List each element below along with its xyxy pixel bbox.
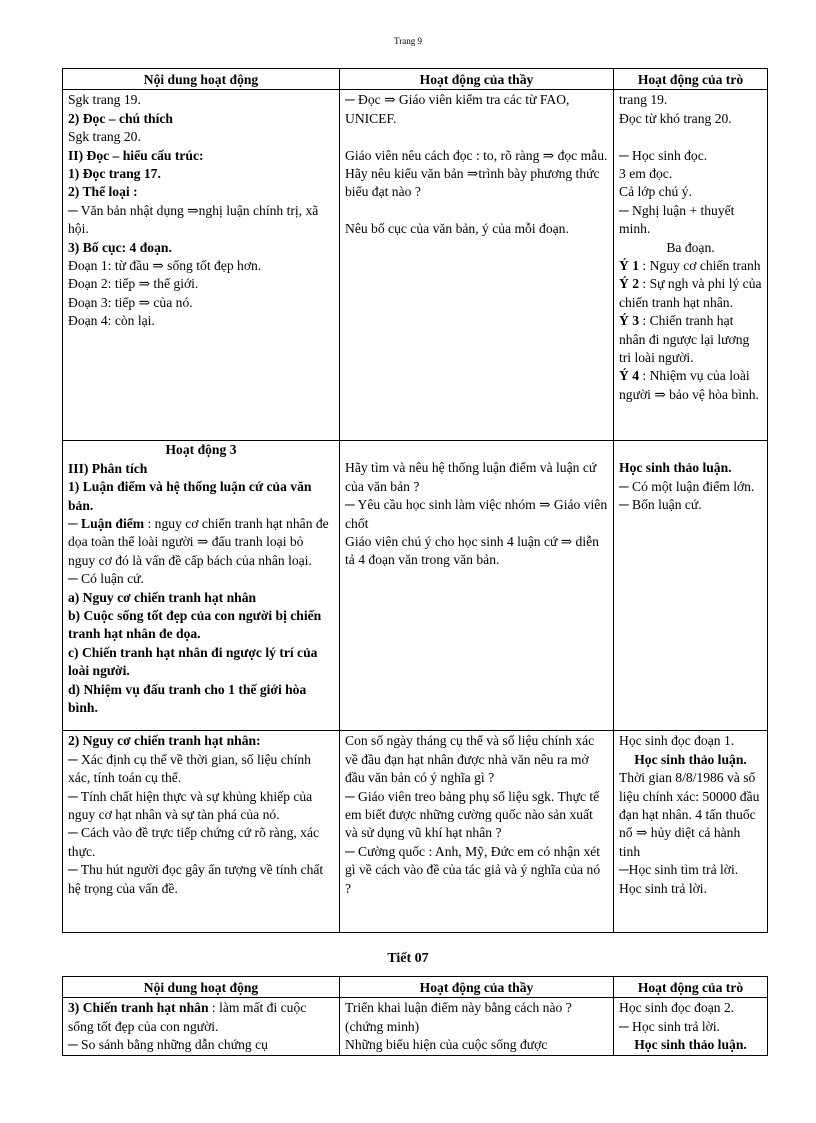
cell-paragraph: ─ Thu hút người đọc gây ấn tượng về tính chất hệ trọng của vấn đề. [68, 862, 324, 896]
cell-paragraph: Đoạn 1: từ đầu ⇒ sống tốt đẹp hơn. [68, 258, 262, 274]
cell-paragraph: Học sinh thảo luận. [619, 460, 732, 476]
cell-paragraph: ─ Học sinh đọc. [619, 147, 708, 163]
cell-paragraph: Đoạn 4: còn lại. [68, 313, 155, 329]
cell-paragraph: Sgk trang 19. [68, 92, 141, 108]
cell-paragraph: ─ Văn bản nhật dụng ⇒nghị luận chính trị, xã hội. [68, 202, 319, 237]
cell-paragraph: ─ Yêu cầu học sinh làm việc nhóm ⇒ Giáo viên chốt [345, 497, 608, 531]
cell-paragraph: Giáo viên nêu cách đọc : to, rõ ràng ⇒ đọc mẫu. [345, 147, 608, 163]
cell-paragraph: b) Cuộc sống tốt đẹp của con người bị chiến tranh hạt nhân đe dọa. [68, 608, 322, 642]
cell-paragraph: Sgk trang 20. [68, 129, 141, 145]
cell-paragraph: 2) Nguy cơ chiến tranh hạt nhân: [68, 733, 261, 749]
cell-paragraph: ─ Bốn luận cứ. [619, 497, 702, 513]
page-number: Trang 9 [394, 36, 422, 46]
cell-paragraph: Ý 3 : Chiến tranh hạt nhân đi ngược lại lương tri loài người. [619, 313, 750, 366]
cell-paragraph: Triển khai luận điểm này bằng cách nào ? (chứng minh) [345, 1000, 572, 1034]
cell-paragraph: Đọc từ khó trang 20. [619, 110, 732, 126]
header-noi-dung: Nội dung hoạt động [63, 69, 340, 90]
cell-paragraph: Học sinh đọc đoạn 1. [619, 733, 735, 749]
cell-paragraph: Ý 2 : Sự ngh và phi lý của chiến tranh hạt nhân. [619, 276, 762, 310]
lesson-table-2 [62, 976, 768, 1056]
cell-paragraph: II) Đọc – hiểu cấu trúc: [68, 147, 204, 163]
cell-paragraph: Học sinh thảo luận. [634, 751, 747, 767]
cell-paragraph: Đoạn 2: tiếp ⇒ thế giới. [68, 276, 199, 292]
row1-student-cell [614, 90, 768, 441]
cell-paragraph: Ý 4 : Nhiệm vụ của loài người ⇒ bảo vệ hòa bình. [619, 368, 759, 402]
cell-paragraph: 1) Luận điểm và hệ thống luận cứ của văn bản. [68, 479, 312, 513]
t2-student-cell [614, 998, 768, 1055]
cell-paragraph: 3) Bố cục: 4 đoạn. [68, 239, 172, 255]
cell-paragraph: ─ Có một luận điểm lớn. [619, 478, 755, 494]
cell-paragraph: III) Phân tích [68, 460, 148, 476]
table-row [63, 731, 768, 933]
cell-paragraph: Giáo viên chú ý cho học sinh 4 luận cứ ⇒ diễn tả 4 đoạn văn trong văn bản. [345, 534, 599, 568]
cell-paragraph: trang 19. [619, 92, 668, 108]
cell-paragraph: ─ Nghị luận + thuyết minh. [619, 202, 735, 237]
cell-paragraph: Ba đoạn. [666, 239, 715, 255]
lesson-table-1 [62, 68, 768, 933]
header-hoat-dong-thay: Hoạt động của thầy [340, 977, 614, 998]
table-row [63, 90, 768, 441]
row1-teacher-cell [340, 90, 614, 441]
cell-paragraph: ─ Học sinh trả lời. [619, 1018, 721, 1034]
cell-paragraph: Cả lớp chú ý. [619, 184, 692, 200]
cell-paragraph [345, 202, 608, 220]
row3-content-cell [63, 731, 340, 933]
t2-content-cell [63, 998, 340, 1055]
cell-paragraph: ─ Tính chất hiện thực và sự khủng khiếp của nguy cơ hạt nhân và sự tàn phá của nó. [68, 788, 313, 823]
cell-paragraph: 3) Chiến tranh hạt nhân : làm mất đi cuộc sống tốt đẹp của con người. [68, 1000, 307, 1034]
cell-paragraph: ─ Giáo viên treo bảng phụ số liệu sgk. Thực tế em biết được những cường quốc nào sản xuất và sử dụng vũ khí hạt nhân ? [345, 788, 600, 841]
cell-paragraph: c) Chiến tranh hạt nhân đi ngược lý trí của loài người. [68, 644, 318, 679]
cell-paragraph [619, 128, 762, 146]
row2-content-cell [63, 441, 340, 731]
cell-paragraph: Hoạt động 3 [165, 442, 237, 458]
cell-paragraph: 1) Đọc trang 17. [68, 166, 161, 182]
cell-paragraph: ─ Cường quốc : Anh, Mỹ, Đức em có nhận xét gì về cách vào đề của tác giả và ý nghĩa của nó ? [345, 843, 601, 896]
cell-paragraph: Hãy tìm và nêu hệ thống luận điểm và luận cứ của văn bản ? [345, 460, 597, 494]
table-header-row [63, 977, 768, 998]
cell-paragraph: 2) Thể loại : [68, 184, 138, 200]
header-hoat-dong-thay: Hoạt động của thầy [340, 69, 614, 90]
cell-paragraph: ─ Xác định cụ thể về thời gian, số liệu chính xác, tính toán cụ thể. [68, 751, 311, 786]
cell-paragraph: Ý 1 : Nguy cơ chiến tranh [619, 258, 761, 274]
row3-student-cell [614, 731, 768, 933]
header-hoat-dong-tro: Hoạt động của trò [614, 69, 768, 90]
cell-paragraph: Đoạn 3: tiếp ⇒ của nó. [68, 294, 193, 310]
t2-teacher-cell [340, 998, 614, 1055]
row1-content-cell [63, 90, 340, 441]
cell-paragraph: 3 em đọc. [619, 166, 673, 182]
cell-paragraph: ─ Có luận cứ. [68, 571, 144, 587]
row2-student-cell [614, 441, 768, 731]
cell-paragraph: Học sinh trả lời. [619, 880, 707, 896]
section-title: Tiết 07 [387, 951, 429, 966]
cell-paragraph: Những biểu hiện của cuộc sống được [345, 1037, 548, 1053]
row3-teacher-cell [340, 731, 614, 933]
header-noi-dung: Nội dung hoạt động [63, 977, 340, 998]
cell-paragraph: Học sinh đọc đoạn 2. [619, 1000, 735, 1016]
header-hoat-dong-tro: Hoạt động của trò [614, 977, 768, 998]
cell-paragraph: ─Học sinh tìm trả lời. [619, 862, 739, 878]
cell-paragraph [345, 128, 608, 146]
cell-paragraph: Thời gian 8/8/1986 và số liệu chính xác: 50000 đầu đạn hạt nhân. 4 tấn thuốc nổ ⇒ hủy diệt cả hành tinh [619, 770, 760, 859]
cell-paragraph: Học sinh thảo luận. [634, 1037, 747, 1053]
cell-paragraph: Nêu bố cục của văn bản, ý của mỗi đoạn. [345, 221, 569, 237]
table-row [63, 998, 768, 1055]
cell-paragraph: a) Nguy cơ chiến tranh hạt nhân [68, 589, 257, 605]
cell-paragraph: Con số ngày tháng cụ thể và số liệu chính xác về đầu đạn hạt nhân được nhà văn nêu ra mở đầu văn bản có ý nghĩa gì ? [345, 733, 595, 786]
cell-paragraph: ─ So sánh bằng những dẫn chứng cụ [68, 1037, 268, 1053]
table-header-row [63, 69, 768, 90]
cell-paragraph: Hãy nêu kiểu văn bản ⇒trình bày phương thức biểu đạt nào ? [345, 166, 600, 200]
table-row [63, 441, 768, 731]
cell-paragraph: 2) Đọc – chú thích [68, 110, 173, 126]
row2-teacher-cell [340, 441, 614, 731]
cell-paragraph: ─ Cách vào đề trực tiếp chứng cứ rõ ràng, xác thực. [68, 825, 320, 859]
cell-paragraph: ─ Luận điểm : nguy cơ chiến tranh hạt nhân đe dọa toàn thể loài người ⇒ đấu tranh loại bỏ nguy cơ đó là vấn đề cấp bách của nhân loại. [68, 516, 329, 568]
cell-paragraph: ─ Đọc ⇒ Giáo viên kiểm tra các từ FAO, UNICEF. [345, 92, 570, 126]
cell-paragraph: d) Nhiệm vụ đấu tranh cho 1 thế giới hòa bình. [68, 681, 307, 716]
